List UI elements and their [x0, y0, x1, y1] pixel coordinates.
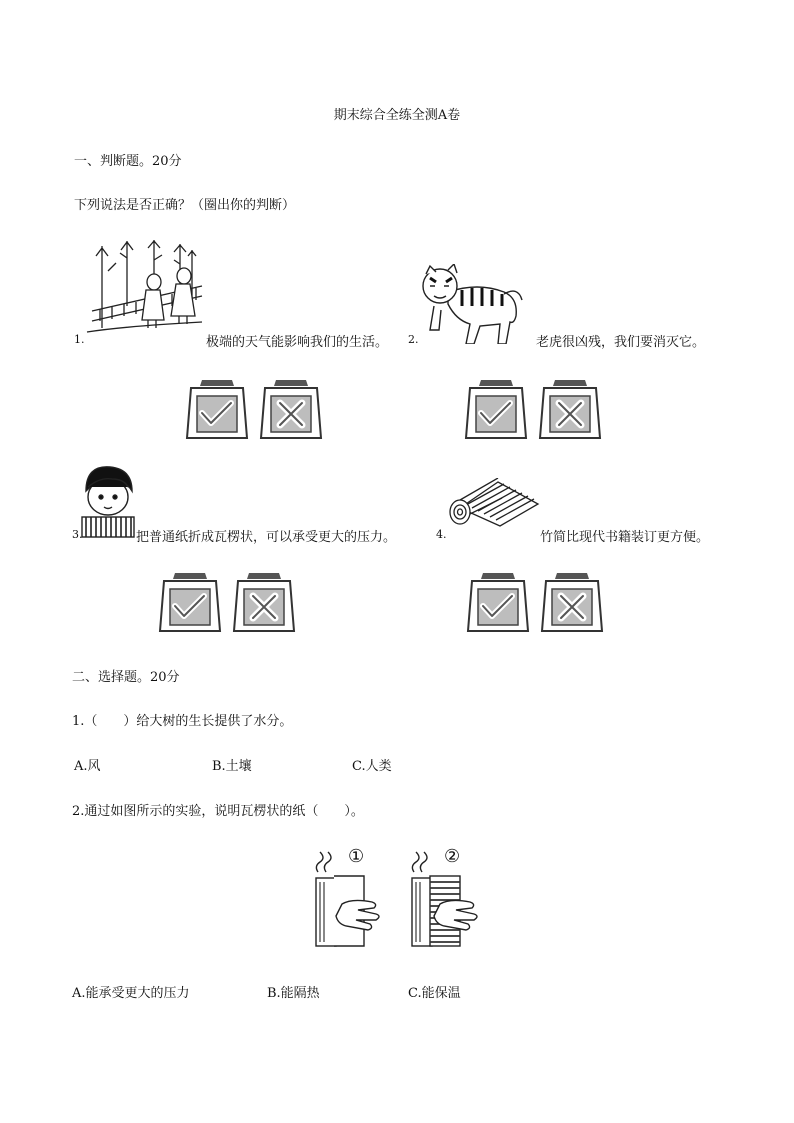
- item4-check-box[interactable]: [466, 571, 530, 633]
- item1-number: 1.: [74, 333, 85, 346]
- item1-check-box[interactable]: [185, 378, 249, 440]
- q2-option-a[interactable]: A.能承受更大的压力: [72, 986, 190, 1001]
- section1-instruction: 下列说法是否正确？（圈出你的判断）: [74, 198, 296, 213]
- item3-cross-box[interactable]: [232, 571, 296, 633]
- item3-text: 把普通纸折成瓦楞状，可以承受更大的压力。: [136, 530, 397, 545]
- q2-option-b[interactable]: B.能隔热: [267, 986, 320, 1001]
- item1-cross-box[interactable]: [259, 378, 323, 440]
- item3-check-box[interactable]: [158, 571, 222, 633]
- experiment-label-1: ①: [348, 846, 365, 867]
- section2-heading: 二、选择题。20分: [72, 670, 180, 685]
- boy-with-paper-icon: [80, 465, 136, 541]
- item2-check-box[interactable]: [464, 378, 528, 440]
- section1-heading: 一、判断题。20分: [74, 154, 182, 169]
- bamboo-slips-icon: [446, 478, 540, 528]
- q2-stem: 2.通过如图所示的实验，说明瓦楞状的纸（ ）。: [72, 804, 364, 819]
- item4-text: 竹简比现代书籍装订更方便。: [540, 530, 710, 545]
- item2-cross-box[interactable]: [538, 378, 602, 440]
- q1-stem: 1.（ ）给大树的生长提供了水分。: [72, 714, 293, 729]
- page-title: 期末综合全练全测A卷: [333, 108, 461, 123]
- item1-text: 极端的天气能影响我们的生活。: [206, 335, 389, 350]
- item4-cross-box[interactable]: [540, 571, 604, 633]
- winter-scene-icon: [82, 236, 206, 334]
- experiment-label-2: ②: [444, 846, 461, 867]
- q1-option-b[interactable]: B.土壤: [212, 759, 252, 774]
- item3-number: 3.: [72, 528, 83, 541]
- q1-option-c[interactable]: C.人类: [352, 759, 392, 774]
- experiment-figure-2: [408, 846, 480, 952]
- experiment-figure-1: [312, 846, 382, 952]
- q2-option-c[interactable]: C.能保温: [408, 986, 461, 1001]
- tiger-icon: [418, 264, 524, 344]
- item2-number: 2.: [408, 333, 419, 346]
- item2-text: 老虎很凶残，我们要消灭它。: [536, 335, 706, 350]
- q1-option-a[interactable]: A.风: [74, 759, 101, 774]
- item4-number: 4.: [436, 528, 447, 541]
